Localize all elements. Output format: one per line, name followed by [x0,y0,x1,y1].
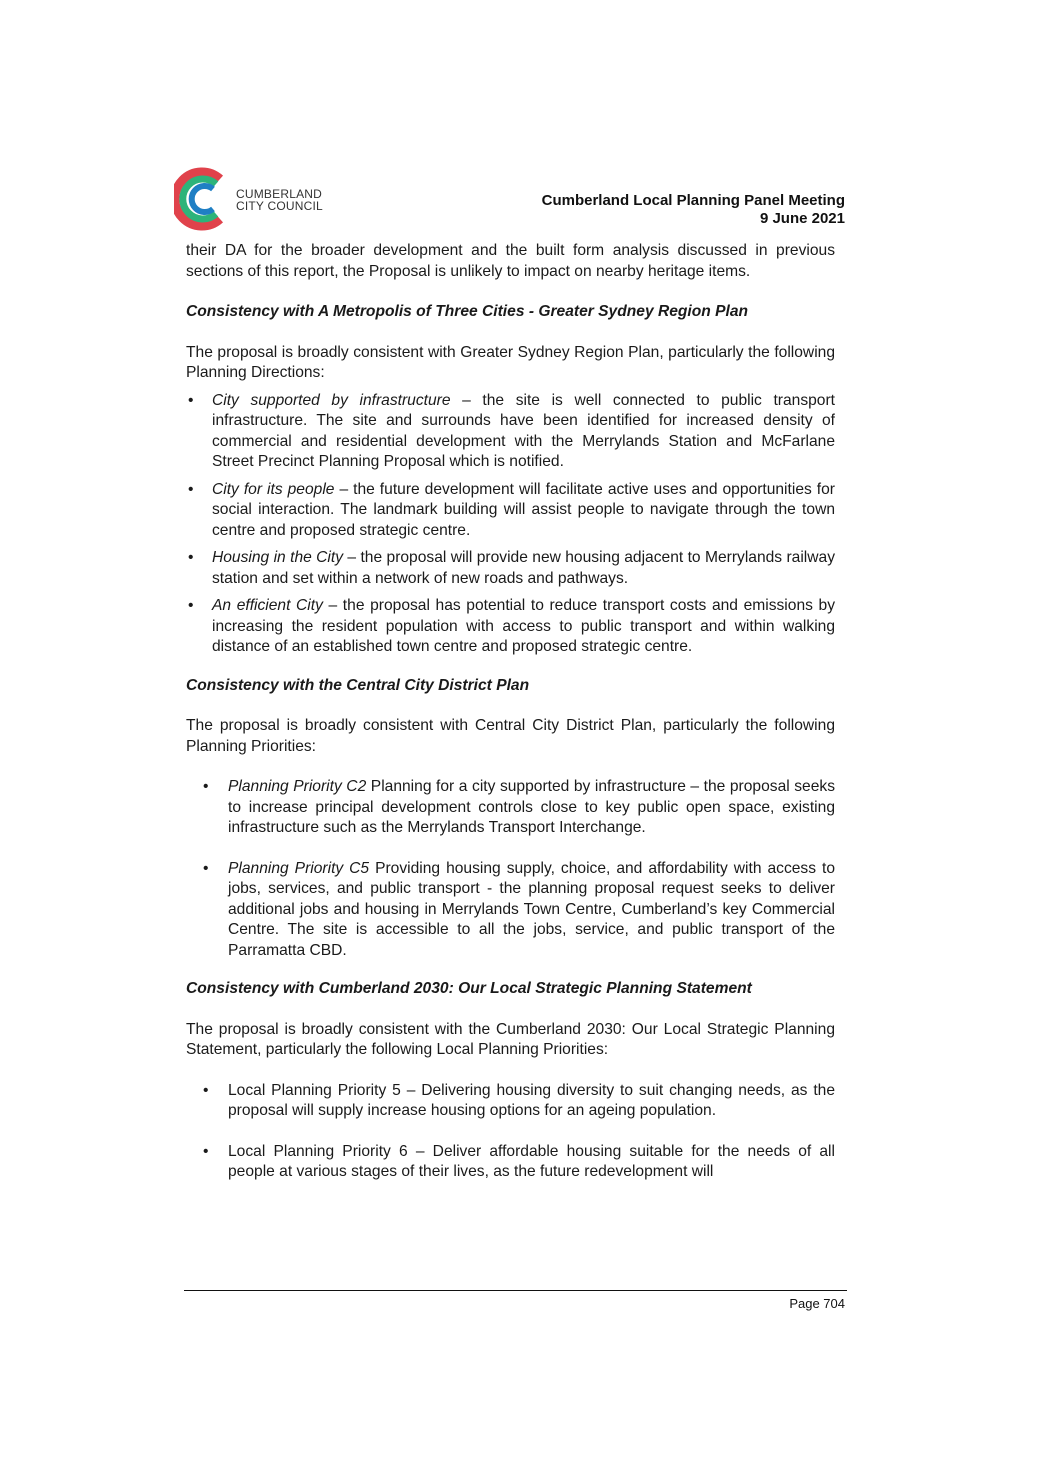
list-item [186,480,835,542]
section-paragraph-region-plan: The proposal is broadly consistent with Greater Sydney Region Plan, particularly the following Planning Directions: [186,343,835,381]
list-item-term: Planning Priority C5 [228,859,370,877]
list-item [186,391,835,473]
list-item-term: An efficient City [212,597,323,614]
council-logo-mark-icon [174,164,234,234]
planning-directions-list [186,391,835,658]
footer-divider [184,1290,847,1291]
section-heading-lsps: Consistency with Cumberland 2030: Our Local Strategic Planning Statement [186,980,752,997]
list-item-text: – the future development will facilitate active uses and opportunities for social interaction. The landmark building will assist people to navigate through the town centre and proposed strategic centre. [212,480,835,539]
list-item-term: Planning Priority C2 [228,778,367,795]
list-item-text: Planning for a city supported by infrastructure – the proposal seeks to increase principal development controls close to key public open space, existing infrastructure such as the Merrylands Transport Interchange. [228,778,835,836]
council-logo-wordmark [236,188,323,212]
list-item-text: Providing housing supply, choice, and affordability with access to jobs, services, and public transport - the planning proposal request seeks to deliver additional jobs and housing in Merrylands Town Centre, Cumberland’s key Commercial Centre. The site is accessible to all the jobs, service, and public transport of the Parramatta CBD. [228,859,835,959]
list-item-text: – the proposal will provide new housing adjacent to Merrylands railway station and set within a network of new roads and pathways. [212,549,835,587]
planning-priorities-list [186,777,835,961]
list-item-text: – the site is well connected to public transport infrastructure. The site and surrounds have been identified for increased density of commercial and residential development with the Merrylands Station and McFarlane Street Precinct Planning Proposal which is notified. [212,391,835,470]
section-heading-district-plan: Consistency with the Central City District Plan [186,676,530,694]
list-item [186,596,835,658]
document-body [186,241,835,1183]
list-item-text: Local Planning Priority 6 – Deliver affordable housing suitable for the needs of all people at various stages of their lives, as the future redevelopment will [228,1142,835,1180]
meeting-header [542,192,845,228]
section-heading-region-plan: Consistency with A Metropolis of Three Cities - Greater Sydney Region Plan [186,303,749,320]
list-item [186,1142,835,1183]
logo-line-1: CUMBERLAND [236,187,323,201]
list-item [186,548,835,589]
list-item [186,1081,835,1122]
list-item-term: Housing in the City [212,549,344,566]
section-paragraph-district-plan: The proposal is broadly consistent with Central City District Plan, particularly the following Planning Priorities: [186,717,835,755]
list-item-text: Local Planning Priority 5 – Delivering housing diversity to suit changing needs, as the proposal will supply increase housing options for an ageing population. [228,1081,835,1119]
intro-paragraph: their DA for the broader development and the built form analysis discussed in previous sections of this report, the Proposal is unlikely to impact on nearby heritage items. [186,242,835,280]
meeting-title: Cumberland Local Planning Panel Meeting [541,192,845,209]
section-paragraph-lsps: The proposal is broadly consistent with the Cumberland 2030: Our Local Strategic Planning Statement, particularly the following Local Planning Priorities: [186,1020,835,1058]
list-item-term: City for its people [212,480,335,498]
meeting-date: 9 June 2021 [759,210,845,227]
list-item [186,859,835,962]
local-planning-priorities-list [186,1081,835,1183]
list-item [186,777,835,839]
logo-line-2: CITY COUNCIL [236,199,323,213]
page-number: Page 704 [789,1296,845,1311]
list-item-term: City supported by infrastructure [212,391,451,409]
list-item-text: – the proposal has potential to reduce transport costs and emissions by increasing the resident population with access to public transport and within walking distance of an established town centre and proposed strategic centre. [212,597,835,655]
council-logo [174,164,324,234]
